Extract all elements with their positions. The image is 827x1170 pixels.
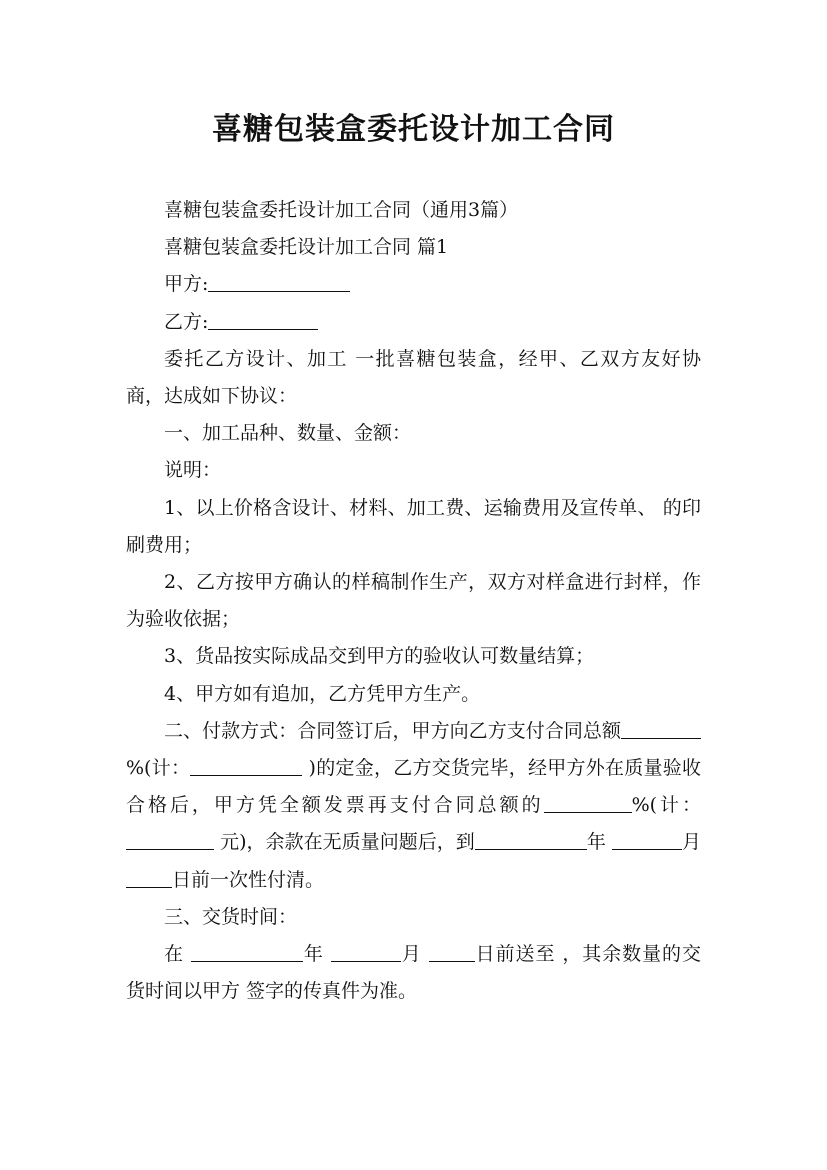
document-body	[126, 192, 701, 1010]
section-payment	[126, 713, 701, 899]
note-item-1: 1、以上价格含设计、材料、加工费、运输费用及宣传单、 的印刷费用；	[126, 496, 701, 556]
blank-underline	[331, 942, 401, 962]
paragraph-intro: 委托乙方设计、加工 一批喜糖包装盒，经甲、乙双方友好协商，达成如下协议：	[126, 347, 701, 408]
blank-underline	[191, 942, 303, 962]
note-item-3: 3、货品按实际成品交到甲方的验收认可数量结算；	[164, 645, 595, 668]
blank-underline	[429, 942, 475, 962]
section-heading-3: 三、交货时间：	[164, 905, 298, 928]
section-heading-1: 一、加工品种、数量、金额：	[164, 422, 412, 445]
notes-heading: 说明：	[164, 459, 222, 482]
blank-underline	[544, 793, 632, 813]
note-item-2: 2、乙方按甲方确认的样稿制作生产，双方对样盒进行封样，作为验收依据；	[126, 571, 701, 631]
payment-text-2: %(计：	[126, 757, 191, 780]
blank-underline	[208, 272, 350, 292]
blank-underline	[126, 868, 172, 888]
delivery-text-1: 在	[164, 943, 184, 966]
party-b-line	[126, 304, 701, 341]
document-title: 喜糖包装盒委托设计加工合同	[212, 112, 615, 147]
party-a-line	[126, 266, 701, 303]
blank-underline	[621, 719, 701, 739]
delivery-text-3: 月	[400, 943, 422, 966]
blank-underline	[612, 830, 682, 850]
payment-text-8: 日前一次性付清。	[172, 868, 325, 891]
blank-underline	[475, 830, 587, 850]
paragraph-part-heading: 喜糖包装盒委托设计加工合同 篇1	[164, 236, 449, 259]
delivery-text-2: 年	[302, 943, 324, 966]
blank-underline	[208, 310, 318, 330]
party-b-label: 乙方:	[164, 310, 209, 333]
section-delivery	[126, 936, 701, 1010]
blank-underline	[190, 756, 302, 776]
paragraph-subtitle: 喜糖包装盒委托设计加工合同（通用3篇）	[164, 199, 519, 221]
party-a-label: 甲方:	[164, 273, 209, 296]
note-item-4: 4、甲方如有追加，乙方凭甲方生产。	[164, 682, 481, 705]
payment-text-5: 元)，余款在无质量问题后，到	[220, 831, 475, 854]
blank-underline	[126, 830, 214, 850]
delivery-text-4: 日前送至 ，其余数量的交货时间以甲方 签字的传真件为准。	[126, 943, 701, 1003]
payment-text-4: %(计：	[631, 794, 701, 817]
payment-text-6: 年	[586, 831, 606, 854]
payment-text-1: 二、付款方式：合同签订后，甲方向乙方支付合同总额	[164, 719, 621, 742]
payment-text-7: 月	[681, 831, 701, 854]
payment-text-3: )的定金，乙方交货完毕，经甲方外在质量验收合格后，甲方凭全额发票再支付合同总额的	[126, 757, 701, 817]
